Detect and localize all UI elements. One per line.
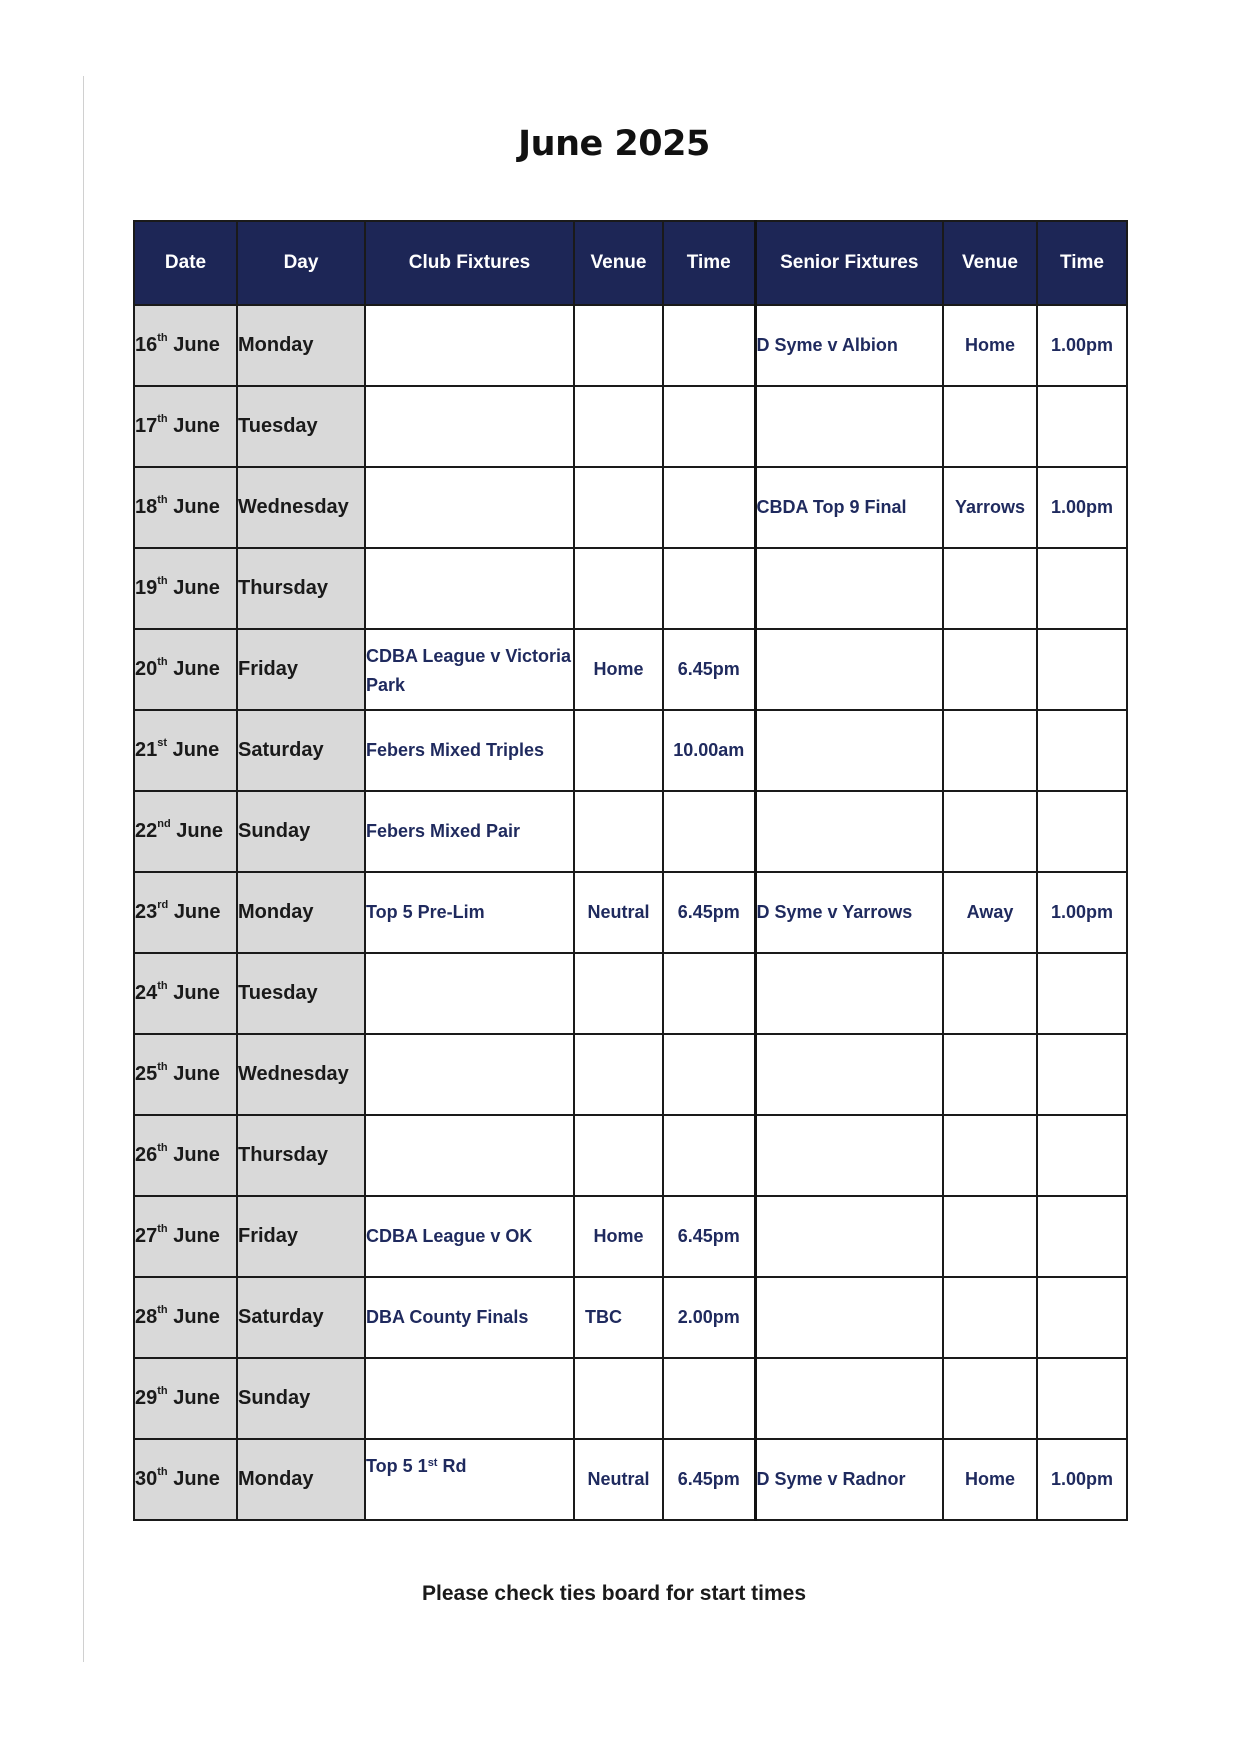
- senior-venue-cell: [943, 710, 1037, 791]
- date-suffix: th: [157, 1223, 168, 1236]
- day-cell: [237, 953, 365, 1034]
- day-name: Tuesday: [238, 982, 318, 1004]
- table-row: [134, 872, 1127, 953]
- day-cell: [237, 710, 365, 791]
- club-venue-text: Neutral: [587, 902, 650, 922]
- club-venue-cell: [574, 1439, 663, 1520]
- date-number: 24: [135, 982, 158, 1004]
- club-fixture-text: Top 5 Pre-Lim: [366, 902, 485, 922]
- date-number: 22: [135, 820, 158, 842]
- header-club-fixtures: Club Fixtures: [365, 221, 574, 305]
- table-row: [134, 1115, 1127, 1196]
- date-number: 20: [135, 658, 158, 680]
- day-name: Monday: [238, 1468, 314, 1490]
- club-fixture-display: Top 5 1st Rd: [366, 1456, 467, 1476]
- club-fixture-cell: [365, 548, 574, 629]
- day-name: Monday: [238, 901, 314, 923]
- date-number: 18: [135, 496, 158, 518]
- date-number: 19: [135, 577, 158, 599]
- club-fixture-cell: [365, 710, 574, 791]
- date-month: June: [173, 1468, 220, 1490]
- day-cell: [237, 1439, 365, 1520]
- table-row: [134, 386, 1127, 467]
- page-title: June 2025: [518, 124, 710, 164]
- day-cell: [237, 1277, 365, 1358]
- day-name: Thursday: [238, 577, 329, 599]
- senior-venue-cell: [943, 872, 1037, 953]
- senior-venue-cell: [943, 467, 1037, 548]
- date-cell: [134, 1358, 237, 1439]
- senior-fixture-text: D Syme v Radnor: [756, 1469, 906, 1489]
- club-venue-cell: [574, 872, 663, 953]
- day-cell: [237, 629, 365, 710]
- club-fixture-cell: [365, 1358, 574, 1439]
- day-name: Monday: [238, 334, 314, 356]
- date-number: 29: [135, 1387, 158, 1409]
- date-cell: [134, 629, 237, 710]
- date-suffix: th: [157, 980, 168, 993]
- senior-venue-cell: [943, 1034, 1037, 1115]
- club-time-cell: [663, 1277, 755, 1358]
- header-date: Date: [134, 221, 237, 305]
- date-cell: [134, 305, 237, 386]
- senior-venue-cell: [943, 1439, 1037, 1520]
- table-row: [134, 1196, 1127, 1277]
- club-fixture-cell: [365, 953, 574, 1034]
- club-venue-cell: [574, 1196, 663, 1277]
- day-cell: [237, 791, 365, 872]
- club-time-text: 6.45pm: [677, 659, 740, 679]
- date-suffix: th: [157, 1466, 168, 1479]
- club-time-text: 2.00pm: [677, 1307, 740, 1327]
- club-time-text: 6.45pm: [677, 1469, 740, 1489]
- date-month: June: [173, 1063, 220, 1085]
- senior-fixture-text: D Syme v Albion: [756, 335, 898, 355]
- senior-time-cell: [1037, 1115, 1127, 1196]
- senior-time-cell: [1037, 1196, 1127, 1277]
- club-fixture-cell: [365, 872, 574, 953]
- club-venue-cell: [574, 548, 663, 629]
- date-suffix: th: [157, 656, 168, 669]
- senior-fixture-cell: [755, 1115, 943, 1196]
- club-venue-cell: [574, 1277, 663, 1358]
- club-time-cell: [663, 548, 755, 629]
- date-cell: [134, 791, 237, 872]
- senior-venue-cell: [943, 953, 1037, 1034]
- club-time-text: 6.45pm: [677, 1226, 740, 1246]
- date-suffix: nd: [157, 818, 171, 831]
- header-row: [134, 221, 1127, 305]
- senior-fixture-cell: [755, 1277, 943, 1358]
- senior-fixture-cell: [755, 710, 943, 791]
- club-time-text: 10.00am: [673, 740, 745, 760]
- club-fixture-cell: [365, 1115, 574, 1196]
- senior-venue-cell: [943, 305, 1037, 386]
- day-name: Friday: [238, 658, 299, 680]
- date-suffix: th: [157, 413, 168, 426]
- club-fixture-cell: [365, 1439, 574, 1520]
- senior-venue-cell: [943, 1196, 1037, 1277]
- table-row: [134, 1439, 1127, 1520]
- day-name: Thursday: [238, 1144, 329, 1166]
- date-number: 25: [135, 1063, 158, 1085]
- day-cell: [237, 386, 365, 467]
- senior-time-cell: [1037, 710, 1127, 791]
- club-venue-cell: [574, 710, 663, 791]
- club-time-cell: [663, 1439, 755, 1520]
- club-time-cell: [663, 1115, 755, 1196]
- table-row: [134, 1277, 1127, 1358]
- senior-time-cell: [1037, 953, 1127, 1034]
- senior-fixture-cell: [755, 386, 943, 467]
- club-time-cell: [663, 467, 755, 548]
- date-month: June: [173, 1225, 220, 1247]
- date-suffix: th: [157, 494, 168, 507]
- date-cell: [134, 386, 237, 467]
- senior-time-text: 1.00pm: [1050, 335, 1114, 355]
- senior-time-cell: [1037, 791, 1127, 872]
- date-month: June: [173, 496, 220, 518]
- table-row: [134, 953, 1127, 1034]
- senior-fixture-cell: [755, 1439, 943, 1520]
- table-row: [134, 305, 1127, 386]
- senior-time-text: 1.00pm: [1050, 902, 1114, 922]
- senior-fixture-text: CBDA Top 9 Final: [756, 497, 907, 517]
- date-cell: [134, 1277, 237, 1358]
- day-name: Wednesday: [238, 1063, 349, 1085]
- date-suffix: th: [157, 1304, 168, 1317]
- day-name: Sunday: [238, 820, 311, 842]
- club-time-cell: [663, 305, 755, 386]
- header-senior-fixtures: Senior Fixtures: [755, 221, 943, 305]
- header-senior-time: Time: [1037, 221, 1127, 305]
- date-month: June: [173, 577, 220, 599]
- header-senior-venue: Venue: [943, 221, 1037, 305]
- club-venue-cell: [574, 791, 663, 872]
- fixtures-body: [134, 305, 1127, 1520]
- date-month: June: [173, 415, 220, 437]
- club-fixture-text: Febers Mixed Pair: [366, 821, 521, 841]
- club-venue-cell: [574, 1034, 663, 1115]
- footer-note: Please check ties board for start times: [422, 1582, 806, 1605]
- senior-fixture-cell: [755, 953, 943, 1034]
- senior-fixture-cell: [755, 1358, 943, 1439]
- day-cell: [237, 467, 365, 548]
- table-row: [134, 1358, 1127, 1439]
- senior-time-text: 1.00pm: [1050, 1469, 1114, 1489]
- club-fixture-cell: [365, 1277, 574, 1358]
- table-row: [134, 1034, 1127, 1115]
- club-fixture-text: DBA County Finals: [366, 1307, 529, 1327]
- date-month: June: [173, 1306, 220, 1328]
- date-suffix: rd: [157, 899, 169, 912]
- day-name: Saturday: [238, 1306, 324, 1328]
- senior-time-cell: [1037, 629, 1127, 710]
- date-suffix: th: [157, 1142, 168, 1155]
- senior-venue-cell: [943, 1358, 1037, 1439]
- club-time-cell: [663, 386, 755, 467]
- table-row: [134, 629, 1127, 710]
- senior-venue-cell: [943, 1115, 1037, 1196]
- senior-time-cell: [1037, 1034, 1127, 1115]
- day-name: Saturday: [238, 739, 324, 761]
- senior-venue-text: Away: [966, 902, 1014, 922]
- club-time-cell: [663, 710, 755, 791]
- club-time-cell: [663, 791, 755, 872]
- club-time-cell: [663, 1196, 755, 1277]
- club-venue-text: TBC: [585, 1307, 622, 1327]
- senior-fixture-cell: [755, 629, 943, 710]
- senior-venue-cell: [943, 791, 1037, 872]
- senior-venue-cell: [943, 629, 1037, 710]
- senior-fixture-cell: [755, 1034, 943, 1115]
- table-row: [134, 548, 1127, 629]
- club-fixture-cell: [365, 791, 574, 872]
- day-cell: [237, 1196, 365, 1277]
- senior-time-cell: [1037, 872, 1127, 953]
- date-month: June: [173, 334, 220, 356]
- club-fixture-cell: [365, 386, 574, 467]
- club-time-cell: [663, 629, 755, 710]
- senior-time-cell: [1037, 1439, 1127, 1520]
- club-time-text: 6.45pm: [677, 902, 740, 922]
- senior-fixture-cell: [755, 1196, 943, 1277]
- date-cell: [134, 1115, 237, 1196]
- day-name: Tuesday: [238, 415, 318, 437]
- date-suffix: th: [157, 1061, 168, 1074]
- club-fixture-text: Febers Mixed Triples: [366, 740, 545, 760]
- date-suffix: th: [157, 332, 168, 345]
- senior-time-cell: [1037, 1277, 1127, 1358]
- date-cell: [134, 1034, 237, 1115]
- page-left-rule: [83, 76, 84, 1662]
- club-fixture-text: CDBA League v Victoria Park: [366, 646, 572, 695]
- header-club-time: Time: [663, 221, 755, 305]
- senior-time-cell: [1037, 305, 1127, 386]
- fixtures-table: [133, 220, 1128, 1521]
- senior-time-cell: [1037, 386, 1127, 467]
- date-number: 27: [135, 1225, 158, 1247]
- club-time-cell: [663, 872, 755, 953]
- senior-time-text: 1.00pm: [1050, 497, 1114, 517]
- date-month: June: [173, 901, 221, 923]
- date-number: 21: [135, 739, 158, 761]
- day-cell: [237, 548, 365, 629]
- date-number: 17: [135, 415, 158, 437]
- club-venue-cell: [574, 629, 663, 710]
- senior-venue-text: Yarrows: [954, 497, 1026, 517]
- senior-time-cell: [1037, 467, 1127, 548]
- date-cell: [134, 872, 237, 953]
- club-venue-cell: [574, 1358, 663, 1439]
- day-cell: [237, 1358, 365, 1439]
- club-fixture-cell: [365, 1196, 574, 1277]
- date-cell: [134, 953, 237, 1034]
- day-cell: [237, 872, 365, 953]
- club-venue-text: Home: [593, 1226, 644, 1246]
- date-cell: [134, 467, 237, 548]
- date-month: June: [173, 658, 220, 680]
- senior-fixture-cell: [755, 791, 943, 872]
- date-number: 23: [135, 901, 158, 923]
- day-cell: [237, 1034, 365, 1115]
- club-venue-cell: [574, 1115, 663, 1196]
- senior-fixture-text: D Syme v Yarrows: [756, 902, 913, 922]
- senior-venue-cell: [943, 548, 1037, 629]
- day-name: Wednesday: [238, 496, 349, 518]
- senior-venue-cell: [943, 386, 1037, 467]
- senior-fixture-cell: [755, 548, 943, 629]
- date-month: June: [173, 1144, 220, 1166]
- senior-fixture-cell: [755, 872, 943, 953]
- senior-venue-text: Home: [964, 335, 1015, 355]
- date-cell: [134, 1196, 237, 1277]
- senior-fixture-cell: [755, 467, 943, 548]
- club-fixture-cell: [365, 629, 574, 710]
- date-month: June: [173, 1387, 220, 1409]
- day-cell: [237, 1115, 365, 1196]
- club-venue-cell: [574, 305, 663, 386]
- club-time-cell: [663, 1034, 755, 1115]
- table-row: [134, 791, 1127, 872]
- day-name: Friday: [238, 1225, 299, 1247]
- date-month: June: [176, 820, 223, 842]
- date-suffix: th: [157, 1385, 168, 1398]
- date-cell: [134, 1439, 237, 1520]
- table-row: [134, 710, 1127, 791]
- date-month: June: [173, 982, 220, 1004]
- day-name: Sunday: [238, 1387, 311, 1409]
- header-day: Day: [237, 221, 365, 305]
- club-venue-cell: [574, 953, 663, 1034]
- club-venue-cell: [574, 386, 663, 467]
- header-club-venue: Venue: [574, 221, 663, 305]
- club-venue-text: Neutral: [587, 1469, 650, 1489]
- club-venue-cell: [574, 467, 663, 548]
- date-cell: [134, 548, 237, 629]
- senior-time-cell: [1037, 548, 1127, 629]
- club-venue-text: Home: [593, 659, 644, 679]
- senior-time-cell: [1037, 1358, 1127, 1439]
- date-month: June: [172, 739, 220, 761]
- date-suffix: th: [157, 575, 168, 588]
- date-number: 30: [135, 1468, 158, 1490]
- table-row: [134, 467, 1127, 548]
- club-time-cell: [663, 953, 755, 1034]
- club-fixture-cell: [365, 467, 574, 548]
- club-fixture-text: CDBA League v OK: [366, 1226, 533, 1246]
- senior-venue-cell: [943, 1277, 1037, 1358]
- date-number: 26: [135, 1144, 158, 1166]
- date-number: 16: [135, 334, 158, 356]
- senior-fixture-cell: [755, 305, 943, 386]
- date-suffix: st: [157, 737, 168, 750]
- senior-venue-text: Home: [964, 1469, 1015, 1489]
- club-fixture-cell: [365, 305, 574, 386]
- date-number: 28: [135, 1306, 158, 1328]
- date-cell: [134, 710, 237, 791]
- club-time-cell: [663, 1358, 755, 1439]
- day-cell: [237, 305, 365, 386]
- club-fixture-cell: [365, 1034, 574, 1115]
